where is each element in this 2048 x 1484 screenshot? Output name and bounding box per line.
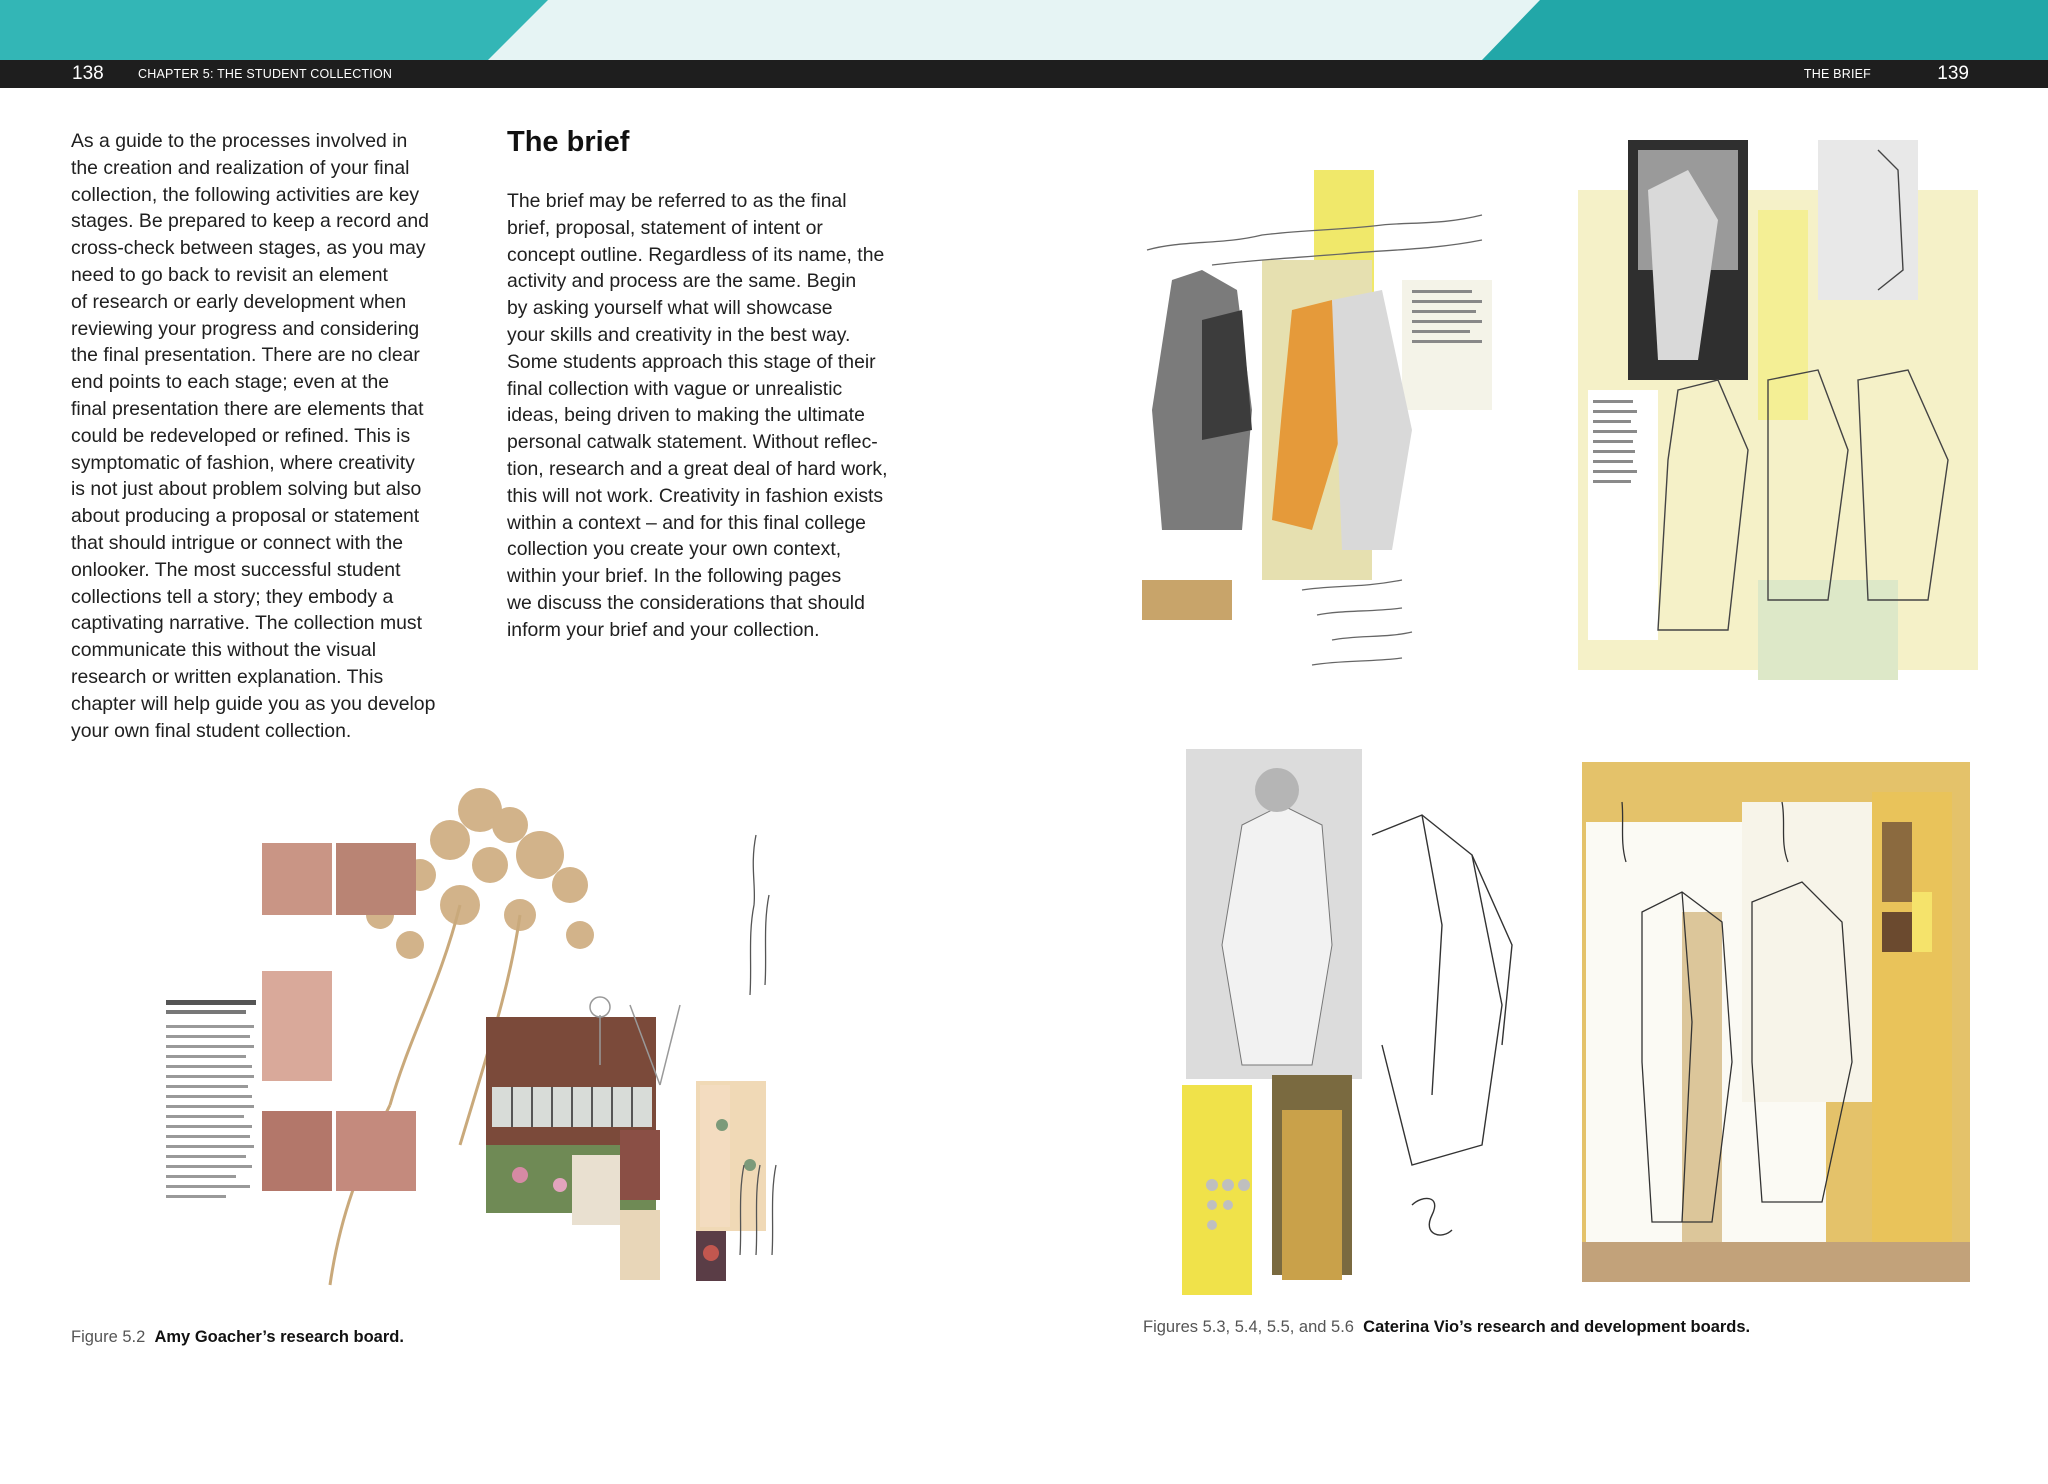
dried-flower-card — [620, 1210, 660, 1280]
mustard-swatch — [1282, 1110, 1342, 1280]
right-page-number: 139 — [1937, 63, 1969, 84]
bw-photo-dress — [1818, 140, 1918, 300]
section-heading-the-brief: The brief — [507, 126, 630, 158]
right-teal-band-shape — [1482, 0, 2048, 60]
hands-photo-4 — [262, 1111, 332, 1191]
figure-5-5-board — [1182, 745, 1522, 1300]
left-page-number: 138 — [72, 63, 104, 84]
figure-5-6-board — [1582, 762, 1970, 1282]
top-decorative-band — [0, 0, 2048, 60]
seedhead-card — [572, 1155, 620, 1225]
figure-5-2-caption — [71, 1328, 404, 1347]
left-running-title: CHAPTER 5: THE STUDENT COLLECTION — [138, 67, 393, 81]
garment-line-drawing — [1372, 815, 1512, 1235]
left-teal-band-shape — [0, 0, 548, 60]
figure-caption-text: Caterina Vio’s research and development boards. — [1363, 1318, 1751, 1336]
brief-paragraph: The brief may be referred to as the final brief, proposal, statement of intent or concept outline. Regardless of its name, the activity and process are the same. Begin by asking yourself what will showcase your skills and creativity in the best way. Some students approach this stage of their final collection with vague or unrealistic ideas, being driven to making the ultimate personal catwalk statement. Without reflec- tion, research and a great deal of hard work, this will not work. Creativity in fashion exists within a context – and for this final college collection you create your own context, within your brief. In the following pages we discuss the considerations that should inform your brief and your collection. — [507, 190, 888, 641]
side-text-lines — [166, 1025, 254, 1198]
figure-5-3-board — [1142, 130, 1542, 695]
right-running-title: THE BRIEF — [1803, 67, 1871, 81]
figure-label: Figures 5.3, 5.4, 5.5, and 5.6 — [1143, 1318, 1354, 1336]
small-brick-photo — [620, 1130, 660, 1200]
figure-caption-text: Amy Goacher’s research board. — [154, 1328, 404, 1346]
historical-figure-right — [1332, 290, 1412, 550]
figure-label: Figure 5.2 — [71, 1328, 146, 1346]
figure-5-4-board — [1578, 130, 1978, 695]
hands-photo-2 — [336, 843, 416, 915]
hands-photo-5 — [336, 1111, 416, 1191]
running-header-bar — [0, 60, 2048, 88]
intro-paragraph: As a guide to the processes involved in the creation and realization of your final collection, the following activities are key stages. Be prepared to keep a record and cross-check between stages, as you may need to go back to revisit an element of research or early development when reviewing your progress and considering the final presentation. There are no clear end points to each stage; even at the final presentation there are elements that could be redeveloped or refined. This is symptomatic of fashion, where creativity is not just about problem solving but also about producing a proposal or statement that should intrigue or connect with the onlooker. The most successful student collections tell a story; they embody a captivating narrative. The collection must communicate this without the visual research or written explanation. This chapter will help guide you as you develop your own final student collection. — [71, 130, 436, 742]
figures-5-3-to-5-6-caption — [1143, 1318, 1750, 1337]
hands-photo-3 — [262, 971, 332, 1081]
figure-5-2-research-board — [160, 785, 820, 1305]
hands-photo-1 — [262, 843, 332, 915]
